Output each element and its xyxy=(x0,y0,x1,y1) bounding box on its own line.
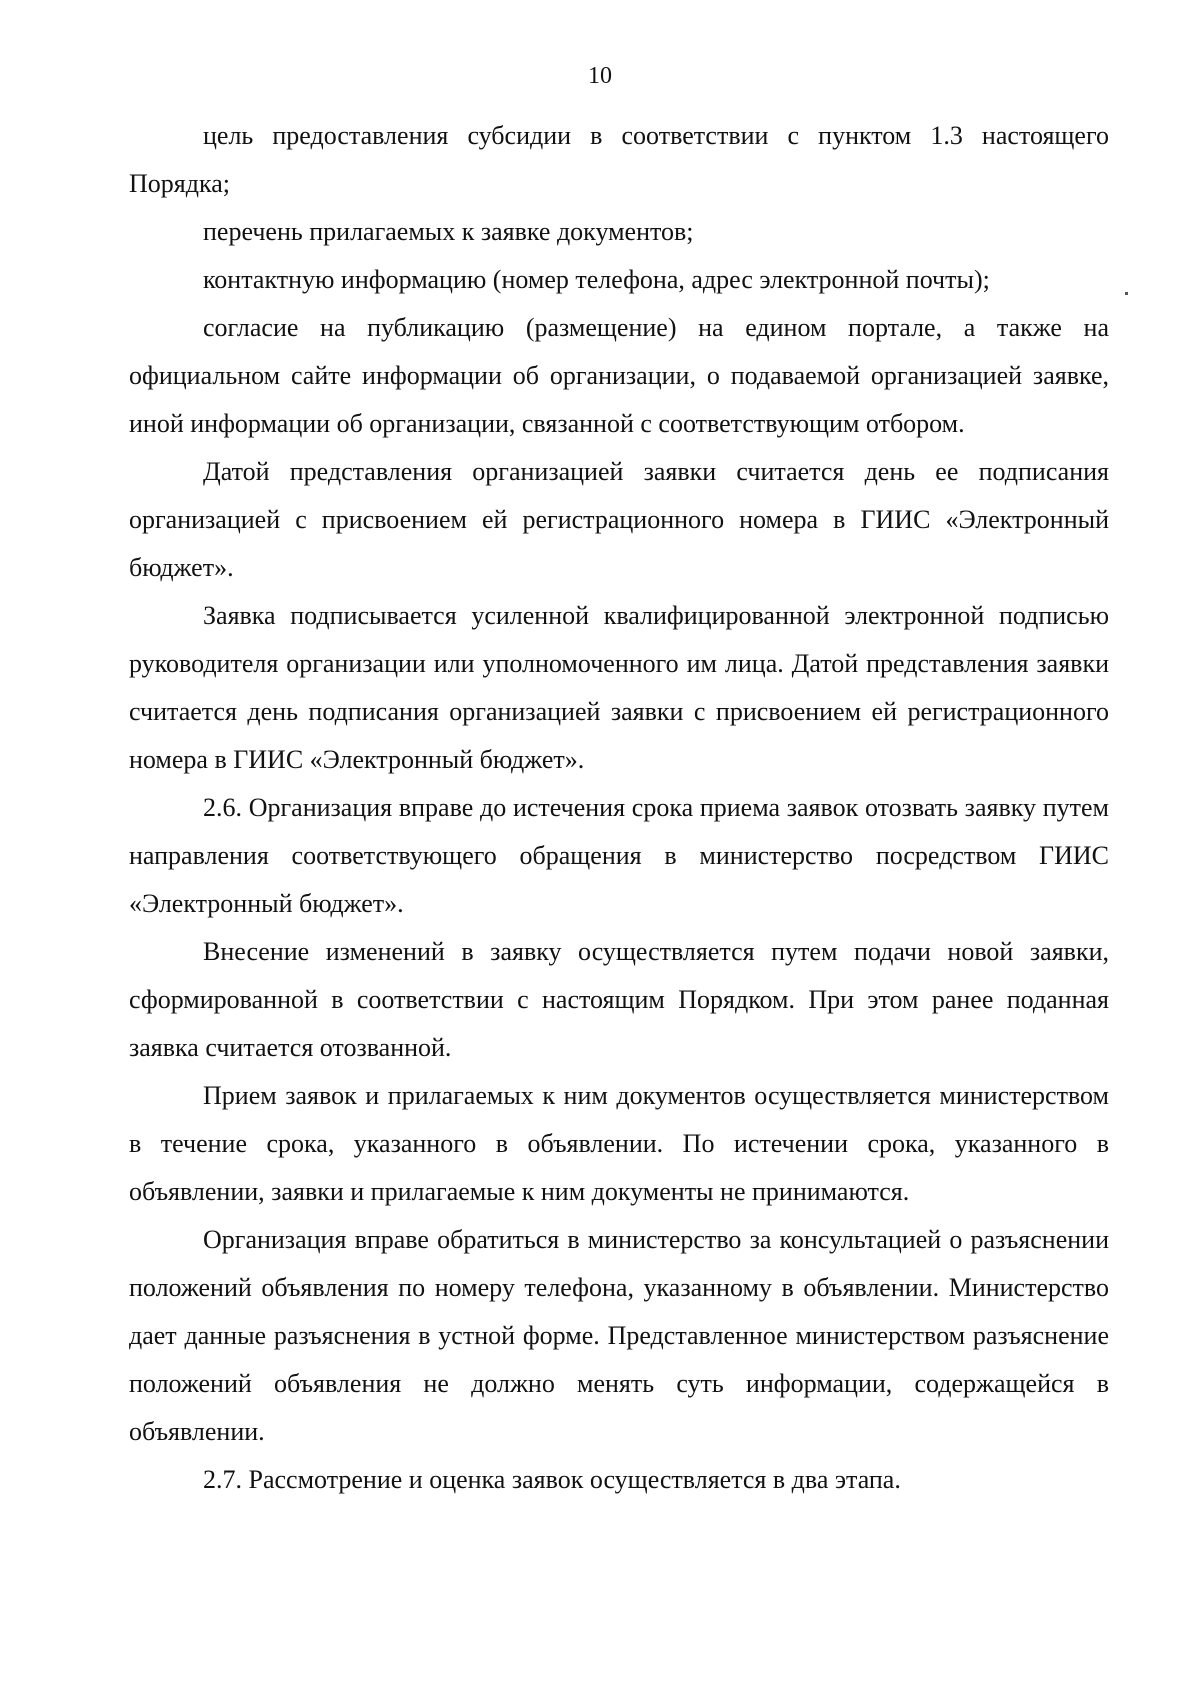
paragraph-consultation: Организация вправе обратиться в министерство за консультацией о разъяснении положений объявления по номеру телефона, указанному в объявлении. Министерство дает данные разъяснения в устной форме. Представленное министерством разъяснение положений объявления не должно менять суть информации, содержащейся в объявлении. xyxy=(129,1225,1109,1446)
paragraph-signature: Заявка подписывается усиленной квалифицированной электронной подписью руководителя организации или уполномоченного им лица. Датой представления заявки считается день подписания организацией заявки с присвоением ей регистрационного номера в ГИИС «Электронный бюджет». xyxy=(129,601,1109,774)
paragraph-submission-date: Датой представления организацией заявки считается день ее подписания организацией с присвоением ей регистрационного номера в ГИИС «Электронный бюджет». xyxy=(129,457,1109,582)
paragraph-purpose: цель предоставления субсидии в соответствии с пунктом 1.3 настоящего Порядка; xyxy=(129,121,1109,198)
paragraph-acceptance: Прием заявок и прилагаемых к ним документов осуществляется министерством в течение срока, указанного в объявлении. По истечении срока, указанного в объявлении, заявки и прилагаемые к ним документы не принимаются. xyxy=(129,1081,1109,1206)
page-number: 10 xyxy=(588,63,612,89)
paragraph-2-6: 2.6. Организация вправе до истечения срока приема заявок отозвать заявку путем направления соответствующего обращения в министерство посредством ГИИС «Электронный бюджет». xyxy=(129,793,1109,918)
paragraph-amendments: Внесение изменений в заявку осуществляется путем подачи новой заявки, сформированной в соответствии с настоящим Порядком. При этом ранее поданная заявка считается отозванной. xyxy=(129,937,1109,1062)
paragraph-publication-consent: согласие на публикацию (размещение) на едином портале, а также на официальном сайте информации об организации, о подаваемой организацией заявке, иной информации об организации, связанной с соответствующим отбором. xyxy=(129,313,1109,438)
paragraph-contact-info: контактную информацию (номер телефона, адрес электронной почты); xyxy=(203,265,990,294)
scan-speck xyxy=(1125,292,1128,295)
paragraph-2-7: 2.7. Рассмотрение и оценка заявок осуществляется в два этапа. xyxy=(203,1465,901,1494)
paragraph-documents-list: перечень прилагаемых к заявке документов; xyxy=(203,217,694,246)
document-body xyxy=(129,112,1109,1504)
